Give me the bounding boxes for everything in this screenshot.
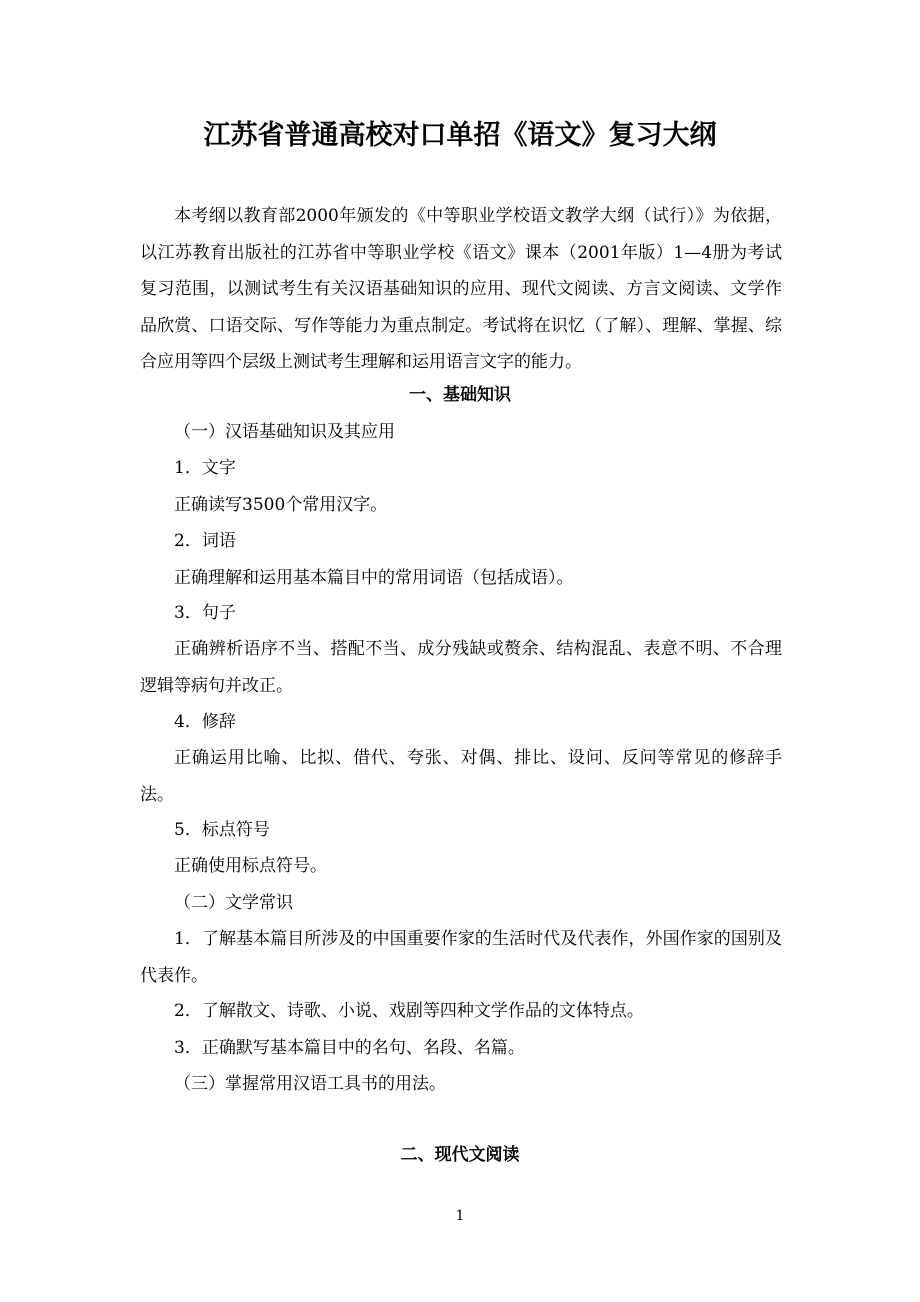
item-label-rhetoric: 4．修辞 xyxy=(174,712,236,732)
item-text-words: 正确理解和运用基本篇目中的常用词语（包括成语）。 xyxy=(174,568,574,588)
subsection-heading-reference-books: （三）掌握常用汉语工具书的用法。 xyxy=(174,1074,446,1094)
item-label-punctuation: 5．标点符号 xyxy=(174,820,270,840)
item-text-punctuation: 正确使用标点符号。 xyxy=(174,856,327,876)
item-label-characters: 1．文字 xyxy=(174,458,236,478)
item-text-rhetoric: 正确运用比喻、比拟、借代、夸张、对偶、排比、设问、反问等常见的修辞手法。 xyxy=(140,748,782,805)
literature-item-1: 1．了解基本篇目所涉及的中国重要作家的生活时代及代表作，外国作家的国别及代表作。 xyxy=(140,929,782,986)
item-text-characters: 正确读写3500个常用汉字。 xyxy=(174,495,388,515)
intro-paragraph: 本考纲以教育部2000年颁发的《中等职业学校语文教学大纲（试行）》为依据，以江苏教育出版社的江苏省中等职业学校《语文》课本（2001年版）1—4册为考试复习范围，以测试考生有关汉语基础知识的应用、现代文阅读、方言文阅读、文学作品欣赏、口语交际、写作等能力为重点制定。考试将在识忆（了解）、理解、掌握、综合应用等四个层级上测试考生理解和运用语言文字的能力。 xyxy=(140,206,782,373)
item-text-sentences: 正确辨析语序不当、搭配不当、成分残缺或赘余、结构混乱、表意不明、不合理逻辑等病句并改正。 xyxy=(140,639,782,696)
document-title: 江苏省普通高校对口单招《语文》复习大纲 xyxy=(203,120,717,151)
literature-item-2: 2．了解散文、诗歌、小说、戏剧等四种文学作品的文体特点。 xyxy=(174,1001,644,1021)
item-label-words: 2．词语 xyxy=(174,531,236,551)
item-label-sentences: 3．句子 xyxy=(174,603,236,623)
subsection-heading-literature: （二）文学常识 xyxy=(174,893,293,913)
section-heading-modern-reading: 二、现代文阅读 xyxy=(400,1145,520,1165)
subsection-heading-chinese-basics: （一）汉语基础知识及其应用 xyxy=(174,422,395,442)
section-heading-basic-knowledge: 一、基础知识 xyxy=(409,385,511,405)
page-number: 1 xyxy=(455,1208,465,1224)
literature-item-3: 3．正确默写基本篇目中的名句、名段、名篇。 xyxy=(174,1038,525,1058)
